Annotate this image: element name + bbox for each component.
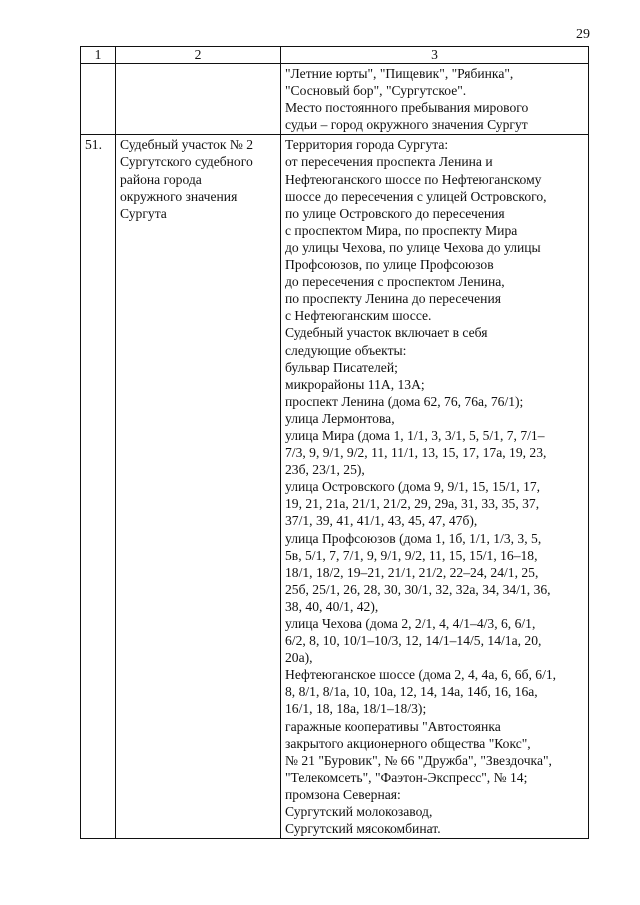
- court-districts-table: [80, 46, 589, 839]
- continuation-number-cell: [81, 64, 116, 135]
- text-line: 7/3, 9, 9/1, 9/2, 11, 11/1, 13, 15, 17, 17а, 19, 23,: [285, 445, 547, 461]
- text-line: с проспектом Мира, по проспекту Мира: [285, 222, 518, 238]
- text-line: Сургутский мясокомбинат.: [285, 821, 441, 837]
- text-line: улица Профсоюзов (дома 1, 1б, 1/1, 1/3, 3, 5,: [285, 530, 542, 546]
- text-line: судьи – город окружного значения Сургут: [285, 117, 528, 133]
- text-line: улица Лермонтова,: [285, 410, 395, 426]
- text-line: 19, 21, 21а, 21/1, 21/2, 29, 29а, 31, 33, 35, 37,: [285, 496, 540, 512]
- text-line: 38, 40, 40/1, 42),: [285, 598, 379, 614]
- text-line: Судебный участок включает в себя: [285, 325, 488, 341]
- text-line: улица Островского (дома 9, 9/1, 15, 15/1, 17,: [285, 479, 541, 495]
- column-header-3: 3: [281, 47, 589, 64]
- column-header-2: 2: [116, 47, 281, 64]
- district-name-line: Судебный участок № 2: [120, 137, 254, 153]
- text-line: по улице Островского до пересечения: [285, 205, 505, 221]
- table-row-51: [81, 135, 589, 839]
- text-line: улица Чехова (дома 2, 2/1, 4, 4/1–4/3, 6, 6/1,: [285, 616, 536, 631]
- text-line: 18/1, 18/2, 19–21, 21/1, 21/2, 22–24, 24/1, 25,: [285, 564, 539, 580]
- text-line: Сургутский молокозавод,: [285, 804, 433, 820]
- column-header-1: 1: [81, 47, 116, 64]
- text-line: Нефтеюганское шоссе (дома 2, 4, 4а, 6, 6б, 6/1,: [285, 667, 557, 683]
- text-line: 20а),: [285, 650, 313, 666]
- text-line: шоссе до пересечения с улицей Островского,: [285, 188, 547, 204]
- text-line: 37/1, 39, 41, 41/1, 43, 45, 47, 47б),: [285, 513, 478, 529]
- text-line: проспект Ленина (дома 62, 76, 76а, 76/1);: [285, 393, 524, 409]
- text-line: 23б, 23/1, 25),: [285, 462, 365, 478]
- table-header-row: [81, 47, 589, 64]
- row-number: 51.: [81, 135, 116, 839]
- text-line: № 21 "Буровик", № 66 "Дружба", "Звездочка",: [285, 752, 552, 768]
- text-line: до улицы Чехова, по улице Чехова до улицы: [285, 239, 541, 255]
- district-name-cell: [116, 135, 281, 839]
- text-line: "Летние юрты", "Пищевик", "Рябинка",: [285, 66, 514, 81]
- text-line: 16/1, 18, 18а, 18/1–18/3);: [285, 701, 427, 717]
- district-name-line: окружного значения: [120, 188, 238, 204]
- text-line: Территория города Сургута:: [285, 137, 449, 153]
- text-line: Место постоянного пребывания мирового: [285, 100, 529, 116]
- table-row-continuation: [81, 64, 589, 135]
- text-line: следующие объекты:: [285, 342, 407, 358]
- continuation-territory-cell: [281, 64, 589, 135]
- text-line: с Нефтеюганским шоссе.: [285, 308, 432, 324]
- text-line: по проспекту Ленина до пересечения: [285, 291, 501, 307]
- text-line: промзона Северная:: [285, 786, 401, 802]
- text-line: до пересечения с проспектом Ленина,: [285, 274, 505, 290]
- text-line: "Сосновый бор", "Сургутское".: [285, 83, 467, 99]
- text-line: от пересечения проспекта Ленина и: [285, 154, 493, 170]
- text-line: бульвар Писателей;: [285, 359, 398, 375]
- page-number: 29: [576, 27, 590, 42]
- text-line: улица Мира (дома 1, 1/1, 3, 3/1, 5, 5/1, 7, 7/1–: [285, 427, 545, 443]
- district-name-line: Сургутского судебного: [120, 154, 253, 170]
- continuation-name-cell: [116, 64, 281, 135]
- text-line: микрорайоны 11А, 13А;: [285, 376, 425, 392]
- text-line: 5в, 5/1, 7, 7/1, 9, 9/1, 9/2, 11, 15, 15/1, 16–18,: [285, 547, 538, 563]
- text-line: 6/2, 8, 10, 10/1–10/3, 12, 14/1–14/5, 14/1а, 20,: [285, 633, 542, 649]
- district-name-line: Сургута: [120, 205, 167, 221]
- text-line: "Телекомсеть", "Фаэтон-Экспресс", № 14;: [285, 769, 528, 785]
- text-line: Профсоюзов, по улице Профсоюзов: [285, 257, 494, 273]
- text-line: 8, 8/1, 8/1а, 10, 10а, 12, 14, 14а, 14б, 16, 16а,: [285, 684, 538, 700]
- text-line: Нефтеюганского шоссе по Нефтеюганскому: [285, 171, 542, 187]
- text-line: гаражные кооперативы "Автостоянка: [285, 718, 501, 734]
- text-line: 25б, 25/1, 26, 28, 30, 30/1, 32, 32а, 34, 34/1, 36,: [285, 581, 551, 597]
- text-line: закрытого акционерного общества "Кокс",: [285, 735, 531, 751]
- territory-description-cell: [281, 135, 589, 839]
- district-name-line: района города: [120, 171, 202, 187]
